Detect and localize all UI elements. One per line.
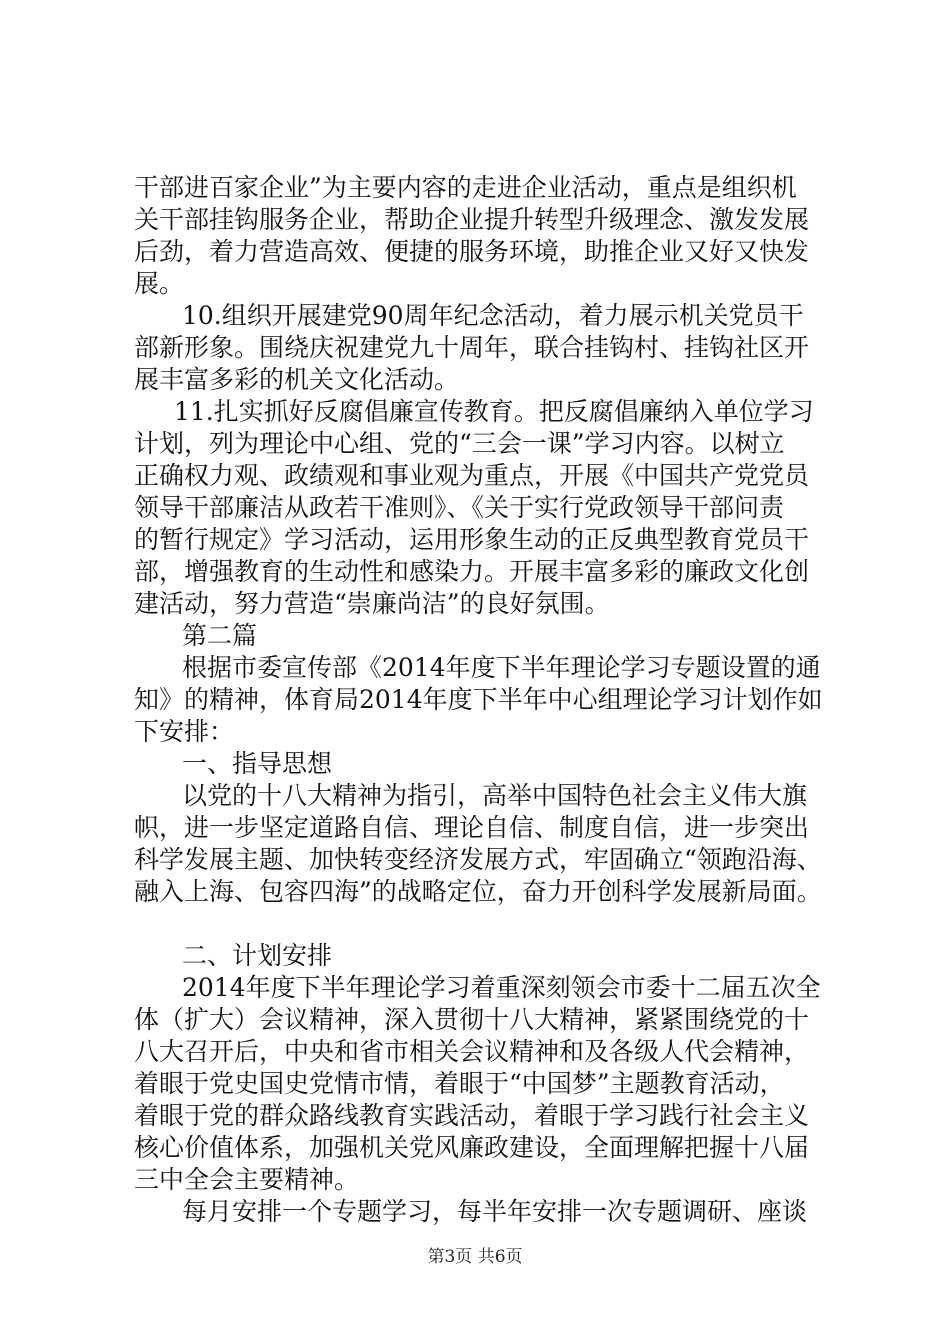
body-text-line: 部新形象。围绕庆祝建党九十周年，联合挂钩村、挂钩社区开: [134, 333, 810, 362]
body-text-line: 展丰富多彩的机关文化活动。: [134, 365, 460, 394]
body-text-line: 八大召开后，中央和省市相关会议精神和及各级人代会精神，: [134, 1037, 810, 1066]
body-text-line: 干部进百家企业”为主要内容的走进企业活动，重点是组织机: [134, 173, 797, 202]
body-text-line: 下安排：: [134, 717, 235, 746]
body-text-line: 关干部挂钩服务企业，帮助企业提升转型升级理念、激发发展: [134, 205, 810, 234]
body-text-line: 部，增强教育的生动性和感染力。开展丰富多彩的廉政文化创: [134, 557, 810, 586]
numbered-item-11: 11.扎实抓好反腐倡廉宣传教育。把反腐倡廉纳入单位学习: [174, 397, 814, 426]
body-text-line: 以党的十八大精神为指引，高举中国特色社会主义伟大旗: [182, 781, 808, 810]
body-text-line: 科学发展主题、加快转变经济发展方式，牢固确立“领跑沿海、: [134, 845, 822, 874]
subsection-heading: 一、指导思想: [182, 749, 333, 778]
page-footer: 第3页 共6页: [427, 1247, 523, 1267]
body-text-line: 后劲，着力营造高效、便捷的服务环境，助推企业又好又快发: [134, 237, 810, 266]
body-text-line: 每月安排一个专题学习，每半年安排一次专题调研、座谈: [182, 1197, 808, 1226]
body-text-line: 着眼于党的群众路线教育实践活动，着眼于学习践行社会主义: [134, 1101, 810, 1130]
body-text-line: 融入上海、包容四海”的战略定位，奋力开创科学发展新局面。: [134, 877, 822, 906]
section-heading: 第二篇: [182, 621, 258, 650]
body-text-line: 帜，进一步坚定道路自信、理论自信、制度自信，进一步突出: [134, 813, 810, 842]
numbered-item-10: 10.组织开展建党90周年纪念活动，着力展示机关党员干: [182, 301, 804, 330]
body-text-line: 着眼于党史国史党情市情，着眼于“中国梦”主题教育活动，: [134, 1069, 785, 1098]
body-text-line: 计划，列为理论中心组、党的“三会一课”学习内容。以树立: [134, 429, 785, 458]
body-text-line: 展。: [134, 269, 185, 298]
body-text-line: 领导干部廉洁从政若干准则》、《关于实行党政领导干部问责: [134, 493, 785, 522]
subsection-heading: 二、计划安排: [182, 941, 333, 970]
body-text-line: 核心价值体系，加强机关党风廉政建设，全面理解把握十八届: [134, 1133, 810, 1162]
body-text-line: 正确权力观、政绩观和事业观为重点，开展《中国共产党党员: [134, 461, 810, 490]
body-text-line: 三中全会主要精神。: [134, 1165, 360, 1194]
body-text-line: 根据市委宣传部《2014年度下半年理论学习专题设置的通: [182, 653, 821, 682]
body-text-line: 建活动，努力营造“崇廉尚洁”的良好氛围。: [134, 589, 610, 618]
body-text-line: 体（扩大）会议精神，深入贯彻十八大精神，紧紧围绕党的十: [134, 1005, 810, 1034]
body-text-line: 知》的精神，体育局2014年度下半年中心组理论学习计划作如: [134, 685, 823, 714]
body-text-line: 的暂行规定》学习活动，运用形象生动的正反典型教育党员干: [134, 525, 810, 554]
body-text-line: 2014年度下半年理论学习着重深刻领会市委十二届五次全: [182, 973, 821, 1002]
